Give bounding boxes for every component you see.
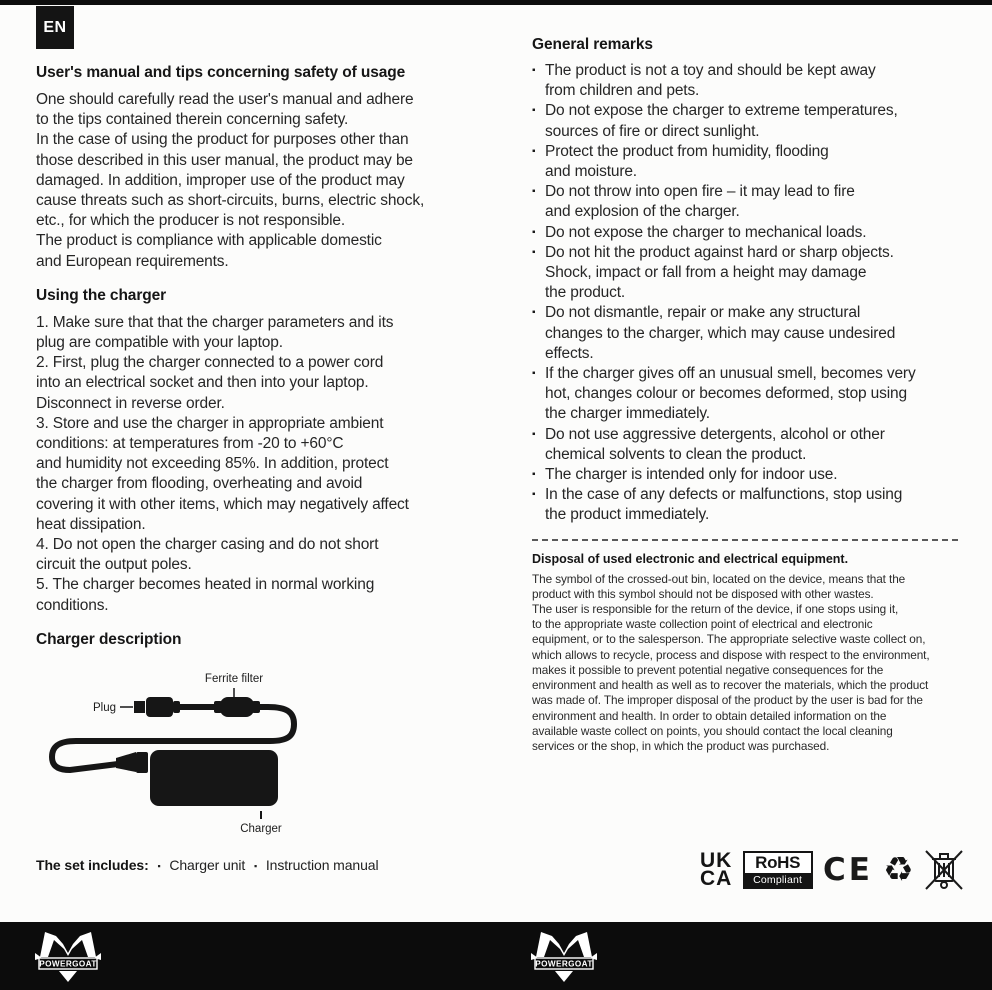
list-item-text: Do not hit the product against hard or sharp objects. Shock, impact or fall from a height may damage the product. — [545, 243, 894, 302]
bullet-icon: ▪ — [532, 65, 536, 76]
paragraph-line: etc., for which the producer is not responsible. — [36, 212, 345, 230]
bullet-icon: ▪ — [532, 145, 536, 157]
instruction-line: 4. Do not open the charger casing and do not short — [36, 536, 379, 554]
paragraph-line: and European requirements. — [36, 252, 229, 270]
top-border-strip — [0, 0, 992, 5]
bullet-icon: ▪ — [254, 860, 258, 871]
instruction-line: covering it with other items, which may negatively affect — [36, 495, 409, 513]
language-badge — [36, 6, 74, 49]
diagram-label-ferrite-filter: Ferrite filter — [204, 673, 264, 685]
set-includes-label: The set includes: — [36, 857, 149, 873]
charger-diagram — [24, 660, 404, 846]
paragraph-line: One should carefully read the user's manual and adhere — [36, 91, 414, 108]
list-item-text: The charger is intended only for indoor use. — [545, 466, 838, 484]
instruction-line: the charger from flooding, overheating and avoid — [36, 475, 363, 493]
dashed-divider — [532, 539, 958, 541]
set-includes-line — [36, 857, 378, 873]
list-item-text: The product is not a toy and should be kept away from children and pets. — [545, 62, 876, 100]
paragraph-line: cause threats such as short-circuits, burns, electric shock, — [36, 192, 425, 210]
rohs-compliant-text: Compliant — [745, 873, 811, 887]
paragraph-line: environment and health. In order to obtain detailed information on the — [532, 708, 887, 723]
ukca-top-text: UK — [700, 849, 733, 872]
list-item — [532, 142, 962, 182]
bullet-icon: ▪ — [532, 489, 536, 501]
paragraph-line: product with this symbol should not be disposed with other wastes. — [532, 586, 874, 601]
rohs-text: RoHS — [755, 853, 801, 872]
footer-bar — [0, 922, 992, 990]
disposal-section-title: Disposal of used electronic and electrical equipment. — [532, 551, 849, 566]
paragraph-line: The product is compliance with applicable domestic — [36, 232, 382, 250]
using-section-title: Using the charger — [36, 286, 167, 304]
list-item — [532, 243, 962, 304]
paragraph-line: In the case of using the product for purposes other than — [36, 131, 409, 149]
bullet-icon: ▪ — [532, 469, 536, 481]
bullet-icon: ▪ — [532, 307, 536, 319]
list-item — [532, 485, 962, 525]
instruction-line: Disconnect in reverse order. — [36, 394, 225, 412]
instruction-line: into an electrical socket and then into your laptop. — [36, 374, 369, 392]
language-badge-label: EN — [43, 18, 67, 36]
list-item — [532, 465, 962, 485]
paragraph-line: environment and health as well as to recover the materials, which the product — [532, 678, 929, 693]
list-item-text: In the case of any defects or malfunctions, stop using the product immediately. — [545, 486, 903, 524]
paragraph-line: those described in this user manual, the product may be — [36, 151, 413, 169]
instruction-line: 1. Make sure that that the charger parameters and its — [36, 313, 394, 331]
using-instructions — [36, 313, 472, 616]
bullet-icon: ▪ — [532, 368, 536, 380]
set-includes-item: Charger unit — [169, 857, 246, 873]
compliance-marks-row — [700, 845, 966, 895]
paragraph-line: damaged. In addition, improper use of the product may — [36, 171, 405, 189]
instruction-line: 3. Store and use the charger in appropriate ambient — [36, 414, 384, 432]
paragraph-line: equipment, or to the salesperson. The appropriate selective waste collect on, — [532, 632, 926, 647]
paragraph-line: available waste collect on points, you should contact the local cleaning — [532, 723, 893, 738]
manual-section-title: User's manual and tips concerning safety of usage — [36, 64, 406, 81]
powergoat-wordmark: POWERGOAT — [535, 959, 593, 969]
right-column — [532, 36, 962, 754]
paragraph-line: makes it possible to prevent potential negative consequences for the — [532, 662, 884, 677]
instruction-line: conditions. — [36, 596, 109, 614]
general-remarks-title: General remarks — [532, 36, 653, 53]
instruction-line: heat dissipation. — [36, 515, 146, 533]
bullet-icon: ▪ — [532, 105, 536, 117]
powergoat-wordmark: POWERGOAT — [39, 959, 97, 969]
rohs-mark-icon — [743, 851, 813, 889]
disposal-paragraph — [532, 572, 962, 754]
general-remarks-list — [532, 61, 962, 526]
powergoat-logo — [528, 927, 600, 985]
left-column — [36, 64, 472, 649]
instruction-line: conditions: at temperatures from -20 to +60°C — [36, 435, 344, 453]
instruction-line: plug are compatible with your laptop. — [36, 334, 283, 352]
list-item — [532, 182, 962, 222]
bullet-icon: ▪ — [532, 246, 536, 258]
paragraph-line: to the tips contained therein concerning safety. — [36, 111, 349, 129]
charger-description-title: Charger description — [36, 630, 182, 648]
list-item-text: Do not dismantle, repair or make any structural changes to the charger, which may cause undesired effects. — [545, 304, 896, 362]
instruction-line: and humidity not exceeding 85%. In addition, protect — [36, 455, 389, 473]
list-item-text: Do not expose the charger to mechanical loads. — [545, 223, 867, 241]
ukca-bottom-text: CA — [700, 867, 733, 890]
list-item — [532, 223, 962, 243]
list-item-text: Protect the product from humidity, flooding and moisture. — [545, 142, 829, 181]
list-item-text: If the charger gives off an unusual smell, becomes very hot, changes colour or becomes deformed, stop using the charger immediately. — [545, 365, 916, 423]
instruction-line: 2. First, plug the charger connected to a power cord — [36, 354, 384, 372]
bullet-icon: ▪ — [532, 186, 536, 198]
list-item — [532, 425, 962, 465]
recycling-symbol-icon: ♻ — [883, 850, 914, 890]
set-includes-item: Instruction manual — [265, 857, 379, 873]
bullet-icon: ▪ — [532, 226, 536, 238]
ukca-mark-icon — [700, 849, 733, 890]
list-item — [532, 303, 962, 364]
instruction-line: circuit the output poles. — [36, 556, 192, 574]
manual-intro-paragraph — [36, 90, 472, 272]
paragraph-line: was made of. The improper disposal of the product by the user is bad for the — [532, 693, 923, 708]
list-item — [532, 101, 962, 141]
bullet-icon: ▪ — [157, 860, 161, 871]
paragraph-line: which allows to recycle, process and dispose with respect to the environment, — [532, 647, 930, 662]
weee-crossed-bin-icon — [924, 847, 966, 893]
list-item-text: Do not throw into open fire – it may lead to fire and explosion of the charger. — [545, 183, 855, 221]
ce-mark-icon: CE — [822, 852, 873, 888]
list-item-text: Do not use aggressive detergents, alcohol or other chemical solvents to clean the product. — [545, 425, 885, 463]
diagram-label-charger: Charger — [240, 823, 282, 835]
bullet-icon: ▪ — [532, 428, 536, 440]
list-item — [532, 364, 962, 425]
instruction-line: 5. The charger becomes heated in normal working — [36, 576, 375, 594]
list-item-text: Do not expose the charger to extreme temperatures, sources of fire or direct sunlight. — [545, 102, 898, 140]
paragraph-line: The user is responsible for the return of the device, if one stops using it, — [532, 602, 899, 617]
paragraph-line: services or the shop, in which the product was purchased. — [532, 738, 830, 753]
powergoat-logo — [32, 927, 104, 985]
paragraph-line: The symbol of the crossed-out bin, located on the device, means that the — [532, 571, 906, 586]
list-item — [532, 61, 962, 101]
paragraph-line: to the appropriate waste collection point of electrical and electronic — [532, 617, 873, 632]
diagram-label-plug: Plug — [92, 702, 116, 714]
